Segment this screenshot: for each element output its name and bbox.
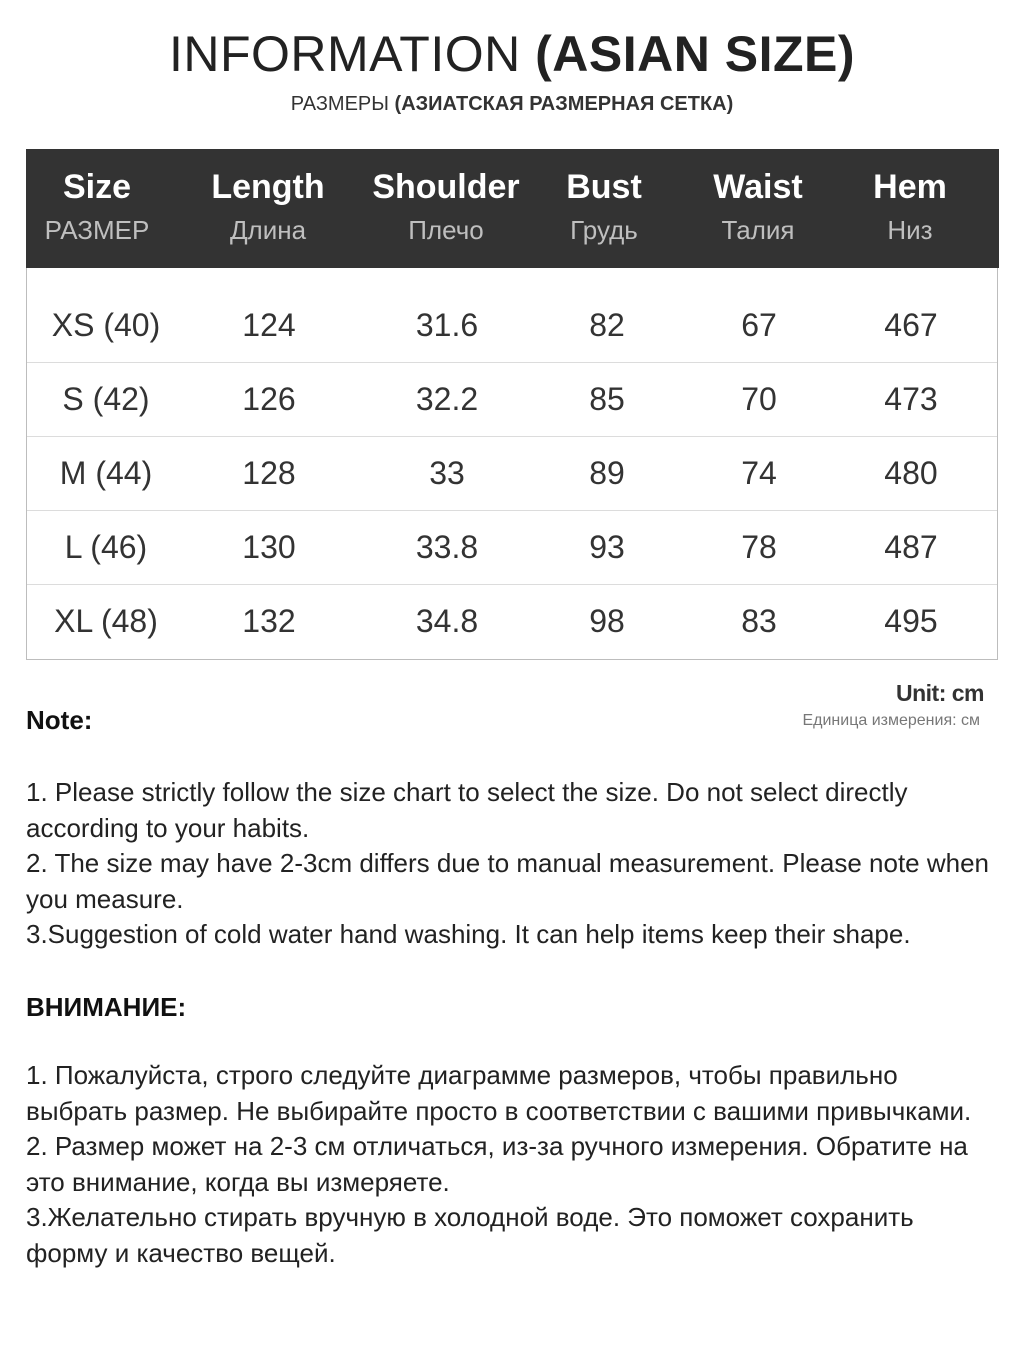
warning-item: 2. Размер может на 2-3 см отличаться, из-за ручного измерения. Обратите на это внимание, когда вы измеряете. <box>26 1131 968 1197</box>
note-list <box>26 775 998 953</box>
cell-shoulder: 32.2 <box>415 381 479 417</box>
subtitle-main: РАЗМЕРЫ <box>290 93 389 115</box>
cell-bust: 89 <box>589 455 625 491</box>
column-header-label: Bust <box>566 168 642 206</box>
column-header-label: Hem <box>873 168 947 206</box>
column-header-shoulder <box>364 149 528 268</box>
cell-shoulder: 34.8 <box>415 603 479 639</box>
cell-waist: 78 <box>741 529 777 565</box>
cell-length: 124 <box>242 307 296 343</box>
cell-hem: 467 <box>884 307 938 343</box>
cell-size: M (44) <box>59 455 153 491</box>
warning-item: 3.Желательно стирать вручную в холодной воде. Это поможет сохранить форму и качество вещей. <box>26 1202 914 1268</box>
column-header-bust <box>544 149 664 268</box>
cell-size: L (46) <box>64 529 148 565</box>
column-header-sublabel: РАЗМЕР <box>44 215 150 245</box>
page-subtitle <box>0 90 1024 118</box>
cell-size: XS (40) <box>51 307 161 343</box>
column-header-label: Size <box>62 168 132 206</box>
column-header-label: Shoulder <box>372 168 520 206</box>
column-header-label: Waist <box>713 168 803 206</box>
table-row <box>27 362 997 437</box>
note-item: 1. Please strictly follow the size chart to select the size. Do not select directly according to your habits. <box>26 777 908 843</box>
cell-shoulder: 33 <box>429 455 465 491</box>
title-main: INFORMATION <box>168 26 521 82</box>
unit-label-ru: Единица измерения: см <box>802 712 980 729</box>
warning-list <box>26 1058 998 1271</box>
cell-hem: 473 <box>884 381 938 417</box>
page-title <box>0 24 1024 84</box>
column-header-size <box>26 149 168 268</box>
cell-bust: 82 <box>589 307 625 343</box>
column-header-sublabel: Грудь <box>570 215 638 245</box>
cell-hem: 495 <box>884 603 938 639</box>
subtitle-size-type: (АЗИАТСКАЯ РАЗМЕРНАЯ СЕТКА) <box>394 93 734 115</box>
cell-waist: 67 <box>741 307 777 343</box>
cell-size: XL (48) <box>54 603 158 639</box>
column-header-sublabel: Талия <box>721 215 795 245</box>
cell-length: 130 <box>242 529 296 565</box>
table-row <box>27 436 997 511</box>
column-header-length <box>198 149 338 268</box>
note-item: 3.Suggestion of cold water hand washing. It can help items keep their shape. <box>26 919 911 949</box>
note-heading: Note: <box>26 705 93 735</box>
cell-length: 126 <box>242 381 296 417</box>
cell-size: S (42) <box>62 381 150 417</box>
table-row <box>27 584 997 658</box>
cell-waist: 70 <box>741 381 777 417</box>
column-header-waist <box>696 149 820 268</box>
unit-label: Unit: cm <box>896 680 984 706</box>
note-item: 2. The size may have 2-3cm differs due to manual measurement. Please note when you measure. <box>26 848 990 914</box>
size-table-header <box>26 149 999 268</box>
column-header-hem <box>850 149 970 268</box>
cell-shoulder: 31.6 <box>415 307 479 343</box>
title-size-type: (ASIAN SIZE) <box>535 26 856 82</box>
column-header-sublabel: Плечо <box>408 215 484 245</box>
cell-bust: 85 <box>589 381 625 417</box>
table-row <box>27 288 997 363</box>
cell-waist: 74 <box>741 455 777 491</box>
cell-length: 132 <box>242 603 296 639</box>
column-header-sublabel: Длина <box>229 215 307 245</box>
cell-shoulder: 33.8 <box>415 529 479 565</box>
cell-hem: 487 <box>884 529 938 565</box>
table-row <box>27 510 997 585</box>
column-header-sublabel: Низ <box>887 215 933 245</box>
cell-bust: 98 <box>589 603 625 639</box>
column-header-label: Length <box>211 168 325 206</box>
warning-heading: ВНИМАНИЕ: <box>26 992 187 1022</box>
cell-bust: 93 <box>589 529 625 565</box>
warning-item: 1. Пожалуйста, строго следуйте диаграмме размеров, чтобы правильно выбрать размер. Не выбирайте просто в соответствии с вашими привычками. <box>26 1060 972 1126</box>
cell-hem: 480 <box>884 455 938 491</box>
size-table <box>26 149 998 660</box>
cell-length: 128 <box>242 455 296 491</box>
cell-waist: 83 <box>741 603 777 639</box>
